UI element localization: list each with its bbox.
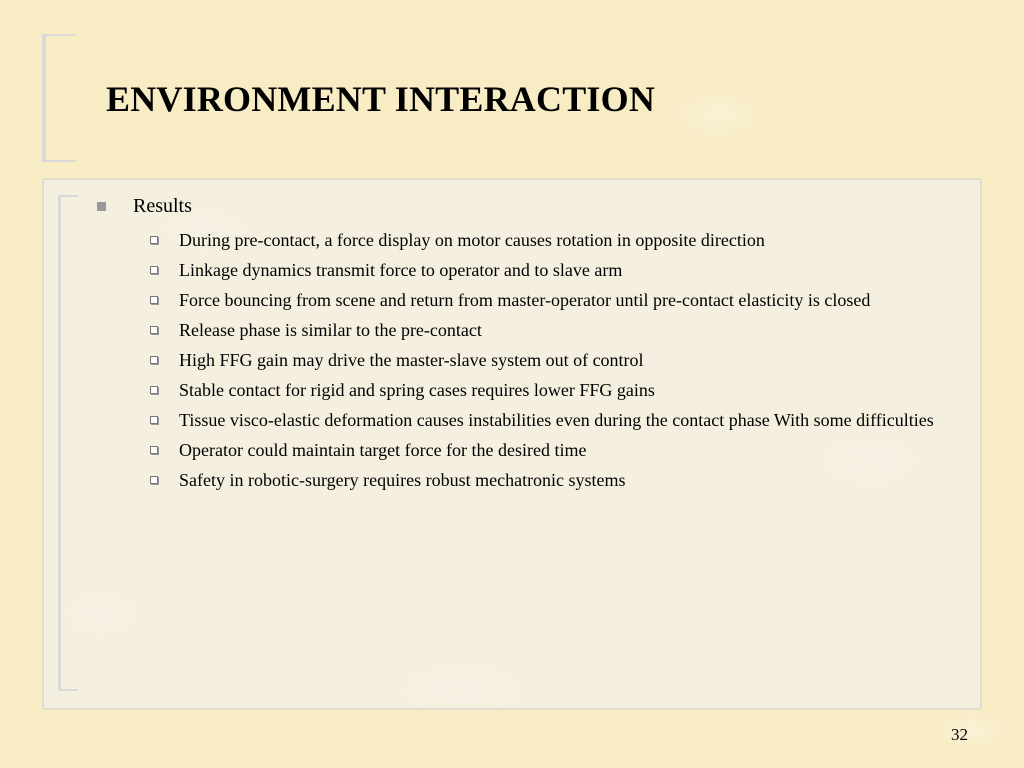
list-item bbox=[150, 258, 950, 282]
list-item-text: Operator could maintain target force for the desired time bbox=[179, 440, 587, 460]
list-item bbox=[150, 378, 950, 402]
bullet-results bbox=[97, 195, 192, 218]
list-item-text: Force bouncing from scene and return from master-operator until pre-contact elasticity is closed bbox=[179, 290, 871, 310]
hollow-square-bullet-icon bbox=[150, 356, 158, 364]
list-item bbox=[150, 468, 950, 492]
list-item bbox=[150, 348, 950, 372]
list-item-text: Safety in robotic-surgery requires robust mechatronic systems bbox=[179, 470, 626, 490]
list-item-text: Linkage dynamics transmit force to operator and to slave arm bbox=[179, 260, 623, 280]
hollow-square-bullet-icon bbox=[150, 476, 158, 484]
list-item bbox=[150, 318, 950, 342]
hollow-square-bullet-icon bbox=[150, 266, 158, 274]
hollow-square-bullet-icon bbox=[150, 446, 158, 454]
list-item bbox=[150, 408, 950, 432]
hollow-square-bullet-icon bbox=[150, 386, 158, 394]
bullet-results-label: Results bbox=[133, 195, 192, 217]
list-item-text: During pre-contact, a force display on motor causes rotation in opposite direction bbox=[179, 230, 765, 250]
square-bullet-icon bbox=[97, 202, 106, 211]
sub-bullet-list bbox=[150, 228, 950, 498]
hollow-square-bullet-icon bbox=[150, 296, 158, 304]
title-bracket-decoration bbox=[42, 34, 76, 162]
list-item-text: Stable contact for rigid and spring cases requires lower FFG gains bbox=[179, 380, 655, 400]
list-item bbox=[150, 438, 950, 462]
list-item bbox=[150, 288, 950, 312]
list-item-text: Release phase is similar to the pre-contact bbox=[179, 320, 482, 340]
list-item bbox=[150, 228, 950, 252]
hollow-square-bullet-icon bbox=[150, 236, 158, 244]
content-bracket-decoration bbox=[58, 195, 78, 691]
page-number: 32 bbox=[951, 725, 968, 744]
hollow-square-bullet-icon bbox=[150, 416, 158, 424]
list-item-text: High FFG gain may drive the master-slave system out of control bbox=[179, 350, 644, 370]
slide-title: ENVIRONMENT INTERACTION bbox=[106, 79, 656, 119]
list-item-text: Tissue visco-elastic deformation causes instabilities even during the contact phase With some difficulties bbox=[179, 410, 934, 430]
hollow-square-bullet-icon bbox=[150, 326, 158, 334]
